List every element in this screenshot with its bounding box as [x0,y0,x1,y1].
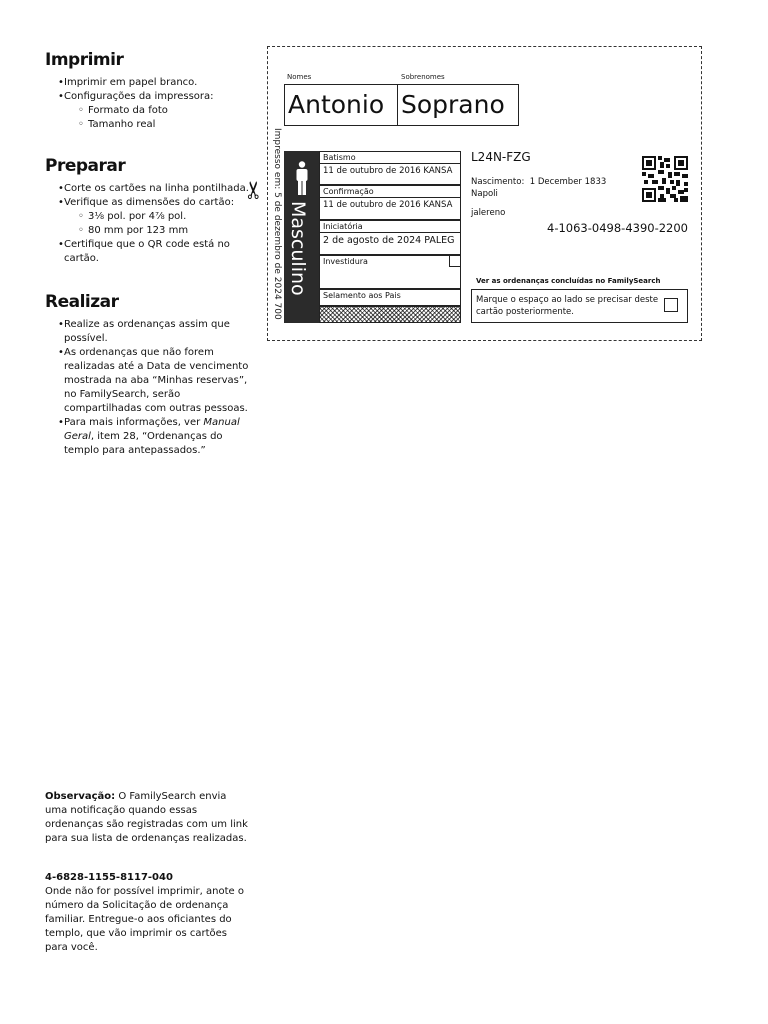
given-name-box: Antonio [284,84,398,126]
printed-date: Impresso em: 5 de dezembro de 2024 700 [272,128,282,320]
ordinance-row-confirmacao [319,185,461,220]
ordinance-row-selamento [319,289,461,306]
ordinance-date: 11 de outubro de 2016 KANSA [320,163,460,178]
heading-realizar: Realizar [45,292,119,312]
qr-code [642,156,688,202]
list-subitem: ◦ 3⅛ pol. por 4⅞ pol. [78,211,187,222]
heading-preparar: Preparar [45,156,126,176]
ordinance-label: Iniciatória [323,222,363,231]
request-info [45,871,250,955]
ordinance-date: 11 de outubro de 2016 KANSA [320,197,460,212]
scissors-icon: ✂ [240,179,269,201]
ordinance-label: Investidura [323,257,368,266]
section-preparar [45,156,255,266]
list-item: •Configurações da impressora: [58,91,214,102]
ordinance-row-investidura [319,255,461,289]
ordinance-label: Batismo [323,153,356,162]
hatched-area [319,306,461,323]
birth-date: 1 December 1833 [529,177,607,187]
list-item: •Corte os cartões na linha pontilhada. [58,183,249,194]
birth-place: Napoli [471,189,498,199]
list-subitem: ◦ 80 mm por 123 mm [78,225,189,236]
keep-card-checkbox [664,298,678,312]
ordinance-row-iniciatoria [319,220,461,255]
person-icon [294,161,310,195]
ordinance-number: 4-1063-0498-4390-2200 [547,221,688,235]
person-id: L24N-FZG [471,150,531,164]
birth-info [471,176,606,200]
note-label: Observação: [45,791,116,802]
username: jalereno [471,208,506,218]
ordinance-row-batismo [319,151,461,185]
list-item: •As ordenanças que não forem realizadas até a Data de vencimento mostrada na aba “Minhas reservas”, no FamilySearch, serão compartilhadas com outras pessoas. [58,347,249,414]
surname-box: Soprano [397,84,519,126]
section-imprimir [45,50,255,132]
gender-label: Masculino [287,201,309,296]
list-subitem: ◦ Formato da foto [78,105,168,116]
list-item: •Certifique que o QR code está no cartão. [58,239,230,264]
investidura-checkbox [449,256,460,267]
list-imprimir [45,76,255,132]
ordinance-date: 2 de agosto de 2024 PALEG [320,232,460,248]
list-item: •Para mais informações, ver Manual Geral, item 28, “Ordenanças do templo para antepassados.” [58,417,240,456]
list-realizar [45,318,255,458]
gender-bar [284,151,319,323]
request-text: Onde não for possível imprimir, anote o número da Solicitação de ordenança familiar. Entregue-o aos oficiantes do templo, que vão imprimir os cartões para você. [45,886,244,953]
list-item: •Imprimir em papel branco. [58,77,198,88]
list-item: •Realize as ordenanças assim que possível. [58,319,230,344]
manual-title: Manual Geral [64,417,240,442]
completed-ordinances-title: Ver as ordenanças concluídas no FamilySearch [476,277,661,285]
list-subitem: ◦ Tamanho real [78,119,156,130]
ordinance-label: Confirmação [323,187,374,196]
list-item: •Verifique as dimensões do cartão: [58,197,235,208]
request-number: 4-6828-1155-8117-040 [45,872,173,883]
note-text: O FamilySearch envia uma notificação quando essas ordenanças são registradas com um link para sua lista de ordenanças realizadas. [45,791,248,844]
birth-label: Nascimento: [471,177,525,187]
ordinance-label: Selamento aos Pais [323,291,401,300]
surname-label: Sobrenomes [401,73,445,81]
heading-imprimir: Imprimir [45,50,124,70]
completed-ordinances-box [471,289,688,323]
completed-ordinances-text: Marque o espaço ao lado se precisar deste cartão posteriormente. [476,295,659,317]
observation-note [45,790,250,846]
section-realizar [45,292,255,458]
given-name-label: Nomes [287,73,312,81]
list-preparar [45,182,255,266]
